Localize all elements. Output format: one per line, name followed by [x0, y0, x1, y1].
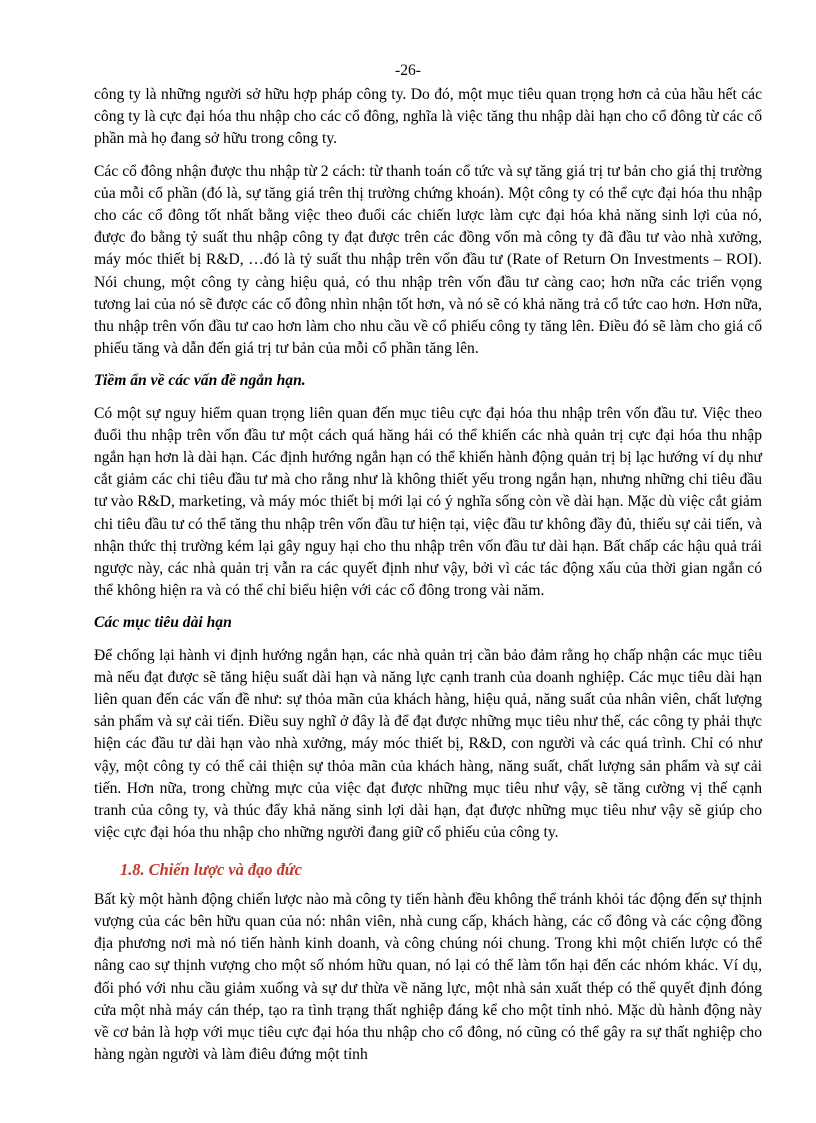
section-title: 1.8. Chiến lược và đạo đức — [120, 859, 302, 879]
paragraph-short-term: Có một sự nguy hiểm quan trọng liên quan đến mục tiêu cực đại hóa thu nhập trên vốn đầu tư. Việc theo đuổi thu nhập trên vốn đầu tư một cách quá hăng hái có thể khiến các nhà quản trị cực đại hóa thu nhập ngắn hạn hơn là dài hạn. Các định hướng ngắn hạn có thể khiến hành động quản trị bị lạc hướng ví dụ như cắt giảm các chi tiêu đầu tư mà cho rằng như là không thiết yếu trong ngắn hạn, nhưng những chi tiêu đầu tư vào R&D, marketing, và máy móc thiết bị mới lại có ý nghĩa sống còn về dài hạn. Mặc dù việc cắt giảm chi tiêu đầu tư có thể tăng thu nhập trên vốn đầu tư hiện tại, việc đầu tư không đầy đủ, thiếu sự cải tiến, và nhận thức thị trường kém lại gây nguy hại cho thu nhập trên vốn đầu tư dài hạn. Bất chấp các hậu quả trái ngược này, các nhà quản trị vẫn ra các quyết định như vậy, bởi vì các tác động xấu của thời gian ngắn có thể không hiện ra và có thể chỉ biểu hiện với các cổ đông trong vài năm. — [94, 404, 762, 600]
paragraph-long-term: Để chống lại hành vi định hướng ngắn hạn, các nhà quản trị cần bảo đảm rằng họ chấp nhận các mục tiêu mà nếu đạt được sẽ tăng hiệu suất dài hạn và năng lực cạnh tranh của doanh nghiệp. Các mục tiêu dài hạn liên quan đến các vấn đề như: sự thỏa mãn của khách hàng, hiệu quả, năng suất của nhân viên, chất lượng sản phẩm và sự cải tiến. Điều suy nghĩ ở đây là để đạt được những mục tiêu như thế, các công ty phải thực hiện các đầu tư dài hạn vào nhà xưởng, máy móc thiết bị, R&D, con người và các quá trình. Chỉ có như vậy, một công ty có thể cải thiện sự thỏa mãn của khách hàng, năng suất, chất lượng sản phẩm và sự cải tiến. Hơn nữa, trong chừng mực của việc đạt được những mục tiêu như vậy, sẽ tăng cường vị thế cạnh tranh của công ty, và thúc đẩy khả năng sinh lợi dài hạn, đạt được những mục tiêu như vậy sẽ giúp cho việc cực đại hóa thu nhập cho những người đang giữ cổ phiếu của công ty. — [94, 646, 762, 842]
page-content — [94, 84, 762, 1076]
heading-short-term: Tiềm ẩn về các vấn đề ngắn hạn. — [94, 372, 306, 390]
heading-long-term: Các mục tiêu dài hạn — [94, 614, 232, 632]
paragraph-intro-1: công ty là những người sở hữu hợp pháp công ty. Do đó, một mục tiêu quan trọng hơn cả của hầu hết các công ty là cực đại hóa thu nhập cho các cổ đông, nghĩa là việc tăng thu nhập dài hạn cho cổ đông từ các cổ phần mà họ đang sở hữu trong công ty. — [94, 86, 762, 148]
paragraph-intro-2: Các cổ đông nhận được thu nhập từ 2 cách: từ thanh toán cổ tức và sự tăng giá trị tư bản cho giá thị trường của mỗi cổ phần (đó là, sự tăng giá trên thị trường chứng khoán). Một công ty có thể cực đại hóa thu nhập cho các cổ đông tốt nhất bằng việc theo đuổi các chiến lược làm cực đại hóa khả năng sinh lợi của nó, được đo bằng tỷ suất thu nhập công ty đạt được trên các đồng vốn mà công ty đã đầu tư vào nhà xưởng, máy móc thiết bị R&D, …đó là tỷ suất thu nhập trên vốn đầu tư (Rate of Return On Investments – ROI). Nói chung, một công ty càng hiệu quả, có thu nhập trên vốn đầu tư càng cao; hơn nữa các triển vọng tương lai của nó sẽ được các cổ đông nhìn nhận tốt hơn, và nó sẽ có khả năng trả cổ tức cao hơn. Hơn nữa, thu nhập trên vốn đầu tư cao hơn làm cho nhu cầu về cổ phiếu công ty tăng lên. Điều đó sẽ làm cho giá cổ phiếu tăng và dẫn đến giá trị tư bản của mỗi cổ phần tăng lên. — [94, 162, 762, 358]
paragraph-ethics: Bất kỳ một hành động chiến lược nào mà công ty tiến hành đều không thể tránh khỏi tác động đến sự thịnh vượng của các bên hữu quan của nó: nhân viên, nhà cung cấp, khách hàng, các cổ đông và các cộng đồng địa phương nơi mà nó tiến hành kinh doanh, và công chúng nói chung. Trong khi một chiến lược có thể nâng cao sự thịnh vượng cho một số nhóm hữu quan, nó lại có thể làm tổn hại đến các nhóm khác. Ví dụ, đối phó với nhu cầu giảm xuống và sự dư thừa về năng lực, một nhà sản xuất thép có thể quyết định đóng cửa một nhà máy cán thép, tạo ra tình trạng thất nghiệp đáng kể cho một tỉnh nhỏ. Mặc dù hành động này về cơ bản là hợp với mục tiêu cực đại hóa thu nhập cho cổ đông, nó cũng có thể gây ra sự thất nghiệp cho hàng ngàn người và làm điêu đứng một tỉnh — [94, 890, 762, 1064]
page-number: -26- — [395, 62, 421, 79]
